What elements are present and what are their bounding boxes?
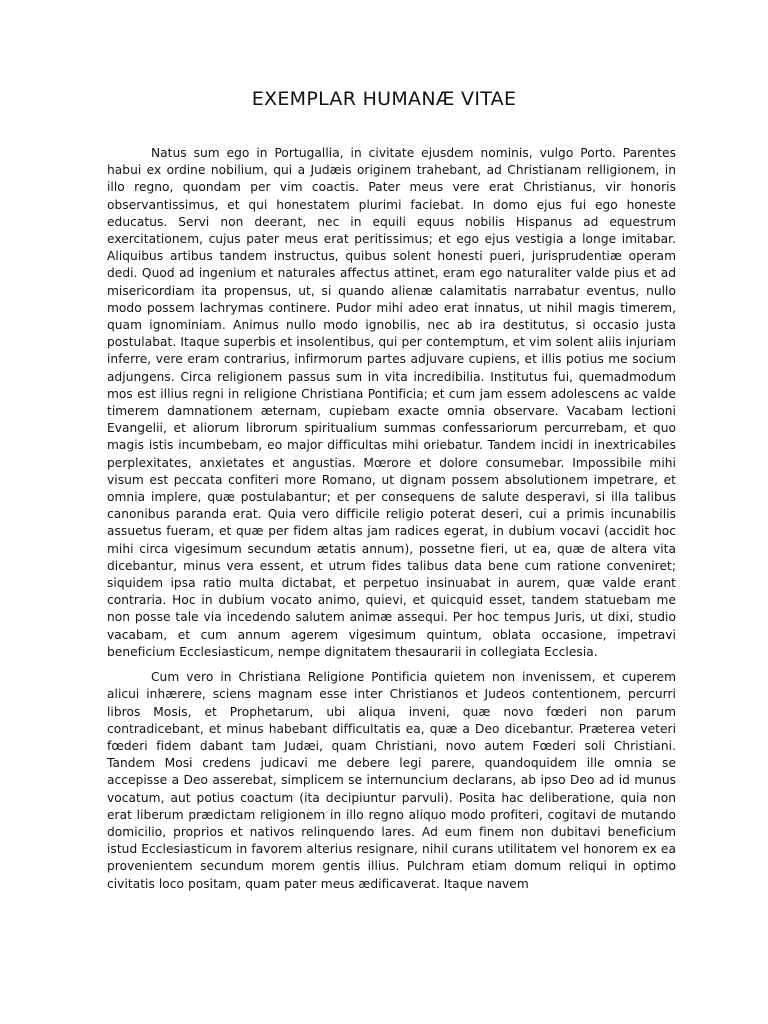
page-title: EXEMPLAR HUMANÆ VITAE bbox=[251, 88, 517, 110]
body-text bbox=[107, 145, 676, 901]
paragraph-1: Natus sum ego in Portugallia, in civitate ejusdem nominis, vulgo Porto. Parentes habui ex ordine nobilium, qui a Judæis originem trahebant, ad Christianam relligionem, in illo regno, quondam per vim coactis. Pater meus vere erat Christianus, vir honoris observantissimus, et qui honestatem plurimi faciebat. In domo ejus fui ego honeste educatus. Servi non deerant, nec in equili equus nobilis Hispanus ad equestrum exercitationem, cujus pater meus erat peritissimus; et ego ejus vestigia a longe imitabar. Aliquibus artibus tandem instructus, quibus solent honesti pueri, jurisprudentiæ operam dedi. Quod ad ingenium et naturales affectus attinet, eram ego naturaliter valde pius et ad misericordiam ita propensus, ut, si quando alienæ calamitatis narrabatur eventus, nullo modo possem lachrymas continere. Pudor mihi adeo erat innatus, ut nihil magis timerem, quam ignominiam. Animus nullo modo ignobilis, nec ab ira destitutus, si occasio justa postulabat. Itaque superbis et insolentibus, qui per contemptum, et vim solent aliis injuriam inferre, vere eram contrarius, infirmorum partes adjuvare cupiens, et illis potius me socium adjungens. Circa religionem passus sum in vita incredibilia. Institutus fui, quemadmodum mos est illius regni in religione Christiana Pontificia; et cum jam essem adolescens ac valde timerem damnationem æternam, cupiebam exacte omnia observare. Vacabam lectioni Evangelii, et aliorum librorum spiritualium summas confessariorum percurrebam, et quo magis istis incumbebam, eo major difficultas mihi oriebatur. Tandem incidi in inextricabiles perplexitates, anxietates et angustias. Mœrore et dolore consumebar. Impossibile mihi visum est peccata confiteri more Romano, ut dignam possem absolutionem impetrare, et omnia implere, quæ postulabantur; et per consequens de salute desperavi, si illa talibus canonibus paranda erat. Quia vero difficile religio poterat deseri, cui a primis incunabilis assuetus fueram, et quæ per fidem altas jam radices egerat, in dubium vocavi (accidit hoc mihi circa vigesimum secundum ætatis annum), possetne fieri, ut ea, quæ de altera vita dicebantur, minus vera essent, et utrum fides talibus data bene cum ratione conveniret; siquidem ipsa ratio multa dictabat, et perpetuo insinuabat in aurem, quæ valde erant contraria. Hoc in dubium vocato animo, quievi, et quicquid esset, tandem statuebam me non posse tale via incedendo salutem animæ assequi. Per hoc tempus Juris, ut dixi, studio vacabam, et cum annum agerem vigesimum quintum, oblata occasione, impetravi beneficium Ecclesiasticum, nempe dignitatem thesaurarii in collegiata Ecclesia. bbox=[107, 146, 676, 659]
paragraph-2: Cum vero in Christiana Religione Pontificia quietem non invenissem, et cuperem alicui inhærere, sciens magnam esse inter Christianos et Judeos contentionem, percurri libros Mosis, et Prophetarum, ubi aliqua inveni, quæ novo fœderi non parum contradicebant, et minus habebant difficultatis ea, quæ a Deo dicebantur. Præterea veteri fœderi fidem dabant tam Judæi, quam Christiani, novo autem Fœderi soli Christiani. Tandem Mosi credens judicavi me debere legi parere, quandoquidem ille omnia se accepisse a Deo asserebat, simplicem se internuncium declarans, ab ipso Deo ad id munus vocatum, aut potius coactum (ita decipiuntur parvuli). Posita hac deliberatione, quia non erat liberum prædictam religionem in illo regno aliquo modo profiteri, cogitavi de mutando domicilio, proprios et nativos relinquendo lares. Ad eum finem non dubitavi beneficium istud Ecclesiasticum in favorem alterius resignare, nihil curans utilitatem vel honorem ex ea provenientem secundum morem gentis illius. Pulchram etiam domum reliqui in optimo civitatis loco positam, quam pater meus ædificaverat. Itaque navem bbox=[107, 670, 676, 891]
